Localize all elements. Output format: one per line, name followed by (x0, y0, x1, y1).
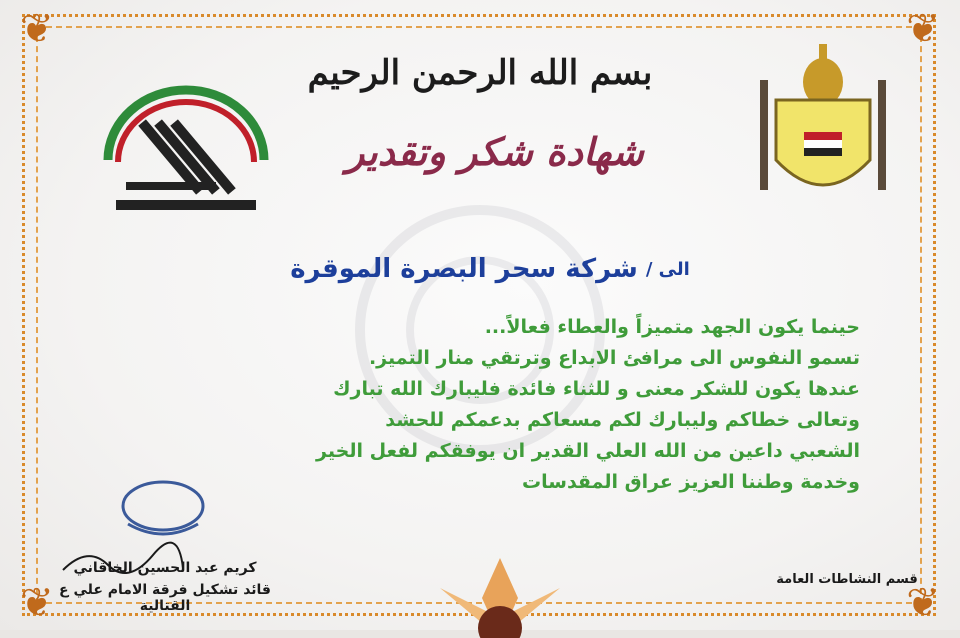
body-line: الشعبي داعين من الله العلي القدير ان يوفقكم لفعل الخير (316, 440, 860, 462)
body-line: حينما يكون الجهد متميزاً والعطاء فعالاً... (484, 316, 860, 338)
signature-block (40, 560, 290, 614)
corner-ornament-icon: ❦ (906, 6, 940, 52)
body-line: وخدمة وطننا العزيز عراق المقدسات (522, 471, 860, 493)
recipient-name: شركة سحر البصرة الموقرة (290, 254, 638, 284)
to-label: الى / (645, 258, 690, 280)
certificate-body (280, 312, 860, 498)
recipient-row (290, 244, 690, 294)
bottom-flower-ornament (420, 548, 580, 638)
body-line: تسمو النفوس الى مرافئ الابداع وترتقي منار التميز. (368, 347, 860, 369)
signer-name: كريم عبد الحسين الخاقاني (73, 560, 257, 576)
certificate-title: شهادة شكر وتقدير (346, 129, 644, 174)
corner-ornament-icon: ❦ (20, 580, 54, 626)
official-stamp (108, 474, 218, 544)
signer-title: قائد تشكيل فرقة الامام علي ع القتالية (59, 582, 271, 614)
body-line: عندها يكون للشكر معنى و للثناء فائدة فليبارك الله تبارك (333, 378, 860, 400)
imam-ali-division-logo (748, 40, 898, 210)
corner-ornament-icon: ❦ (906, 580, 940, 626)
corner-ornament-icon: ❦ (20, 6, 54, 52)
body-line: وتعالى خطاكم وليبارك لكم مسعاكم بدعمكم للحشد (385, 409, 860, 431)
hashd-logo (96, 82, 276, 222)
department-label: قسم النشاطات العامة (776, 572, 918, 587)
bismillah-heading: بسم الله الرحمن الرحيم (307, 53, 653, 93)
